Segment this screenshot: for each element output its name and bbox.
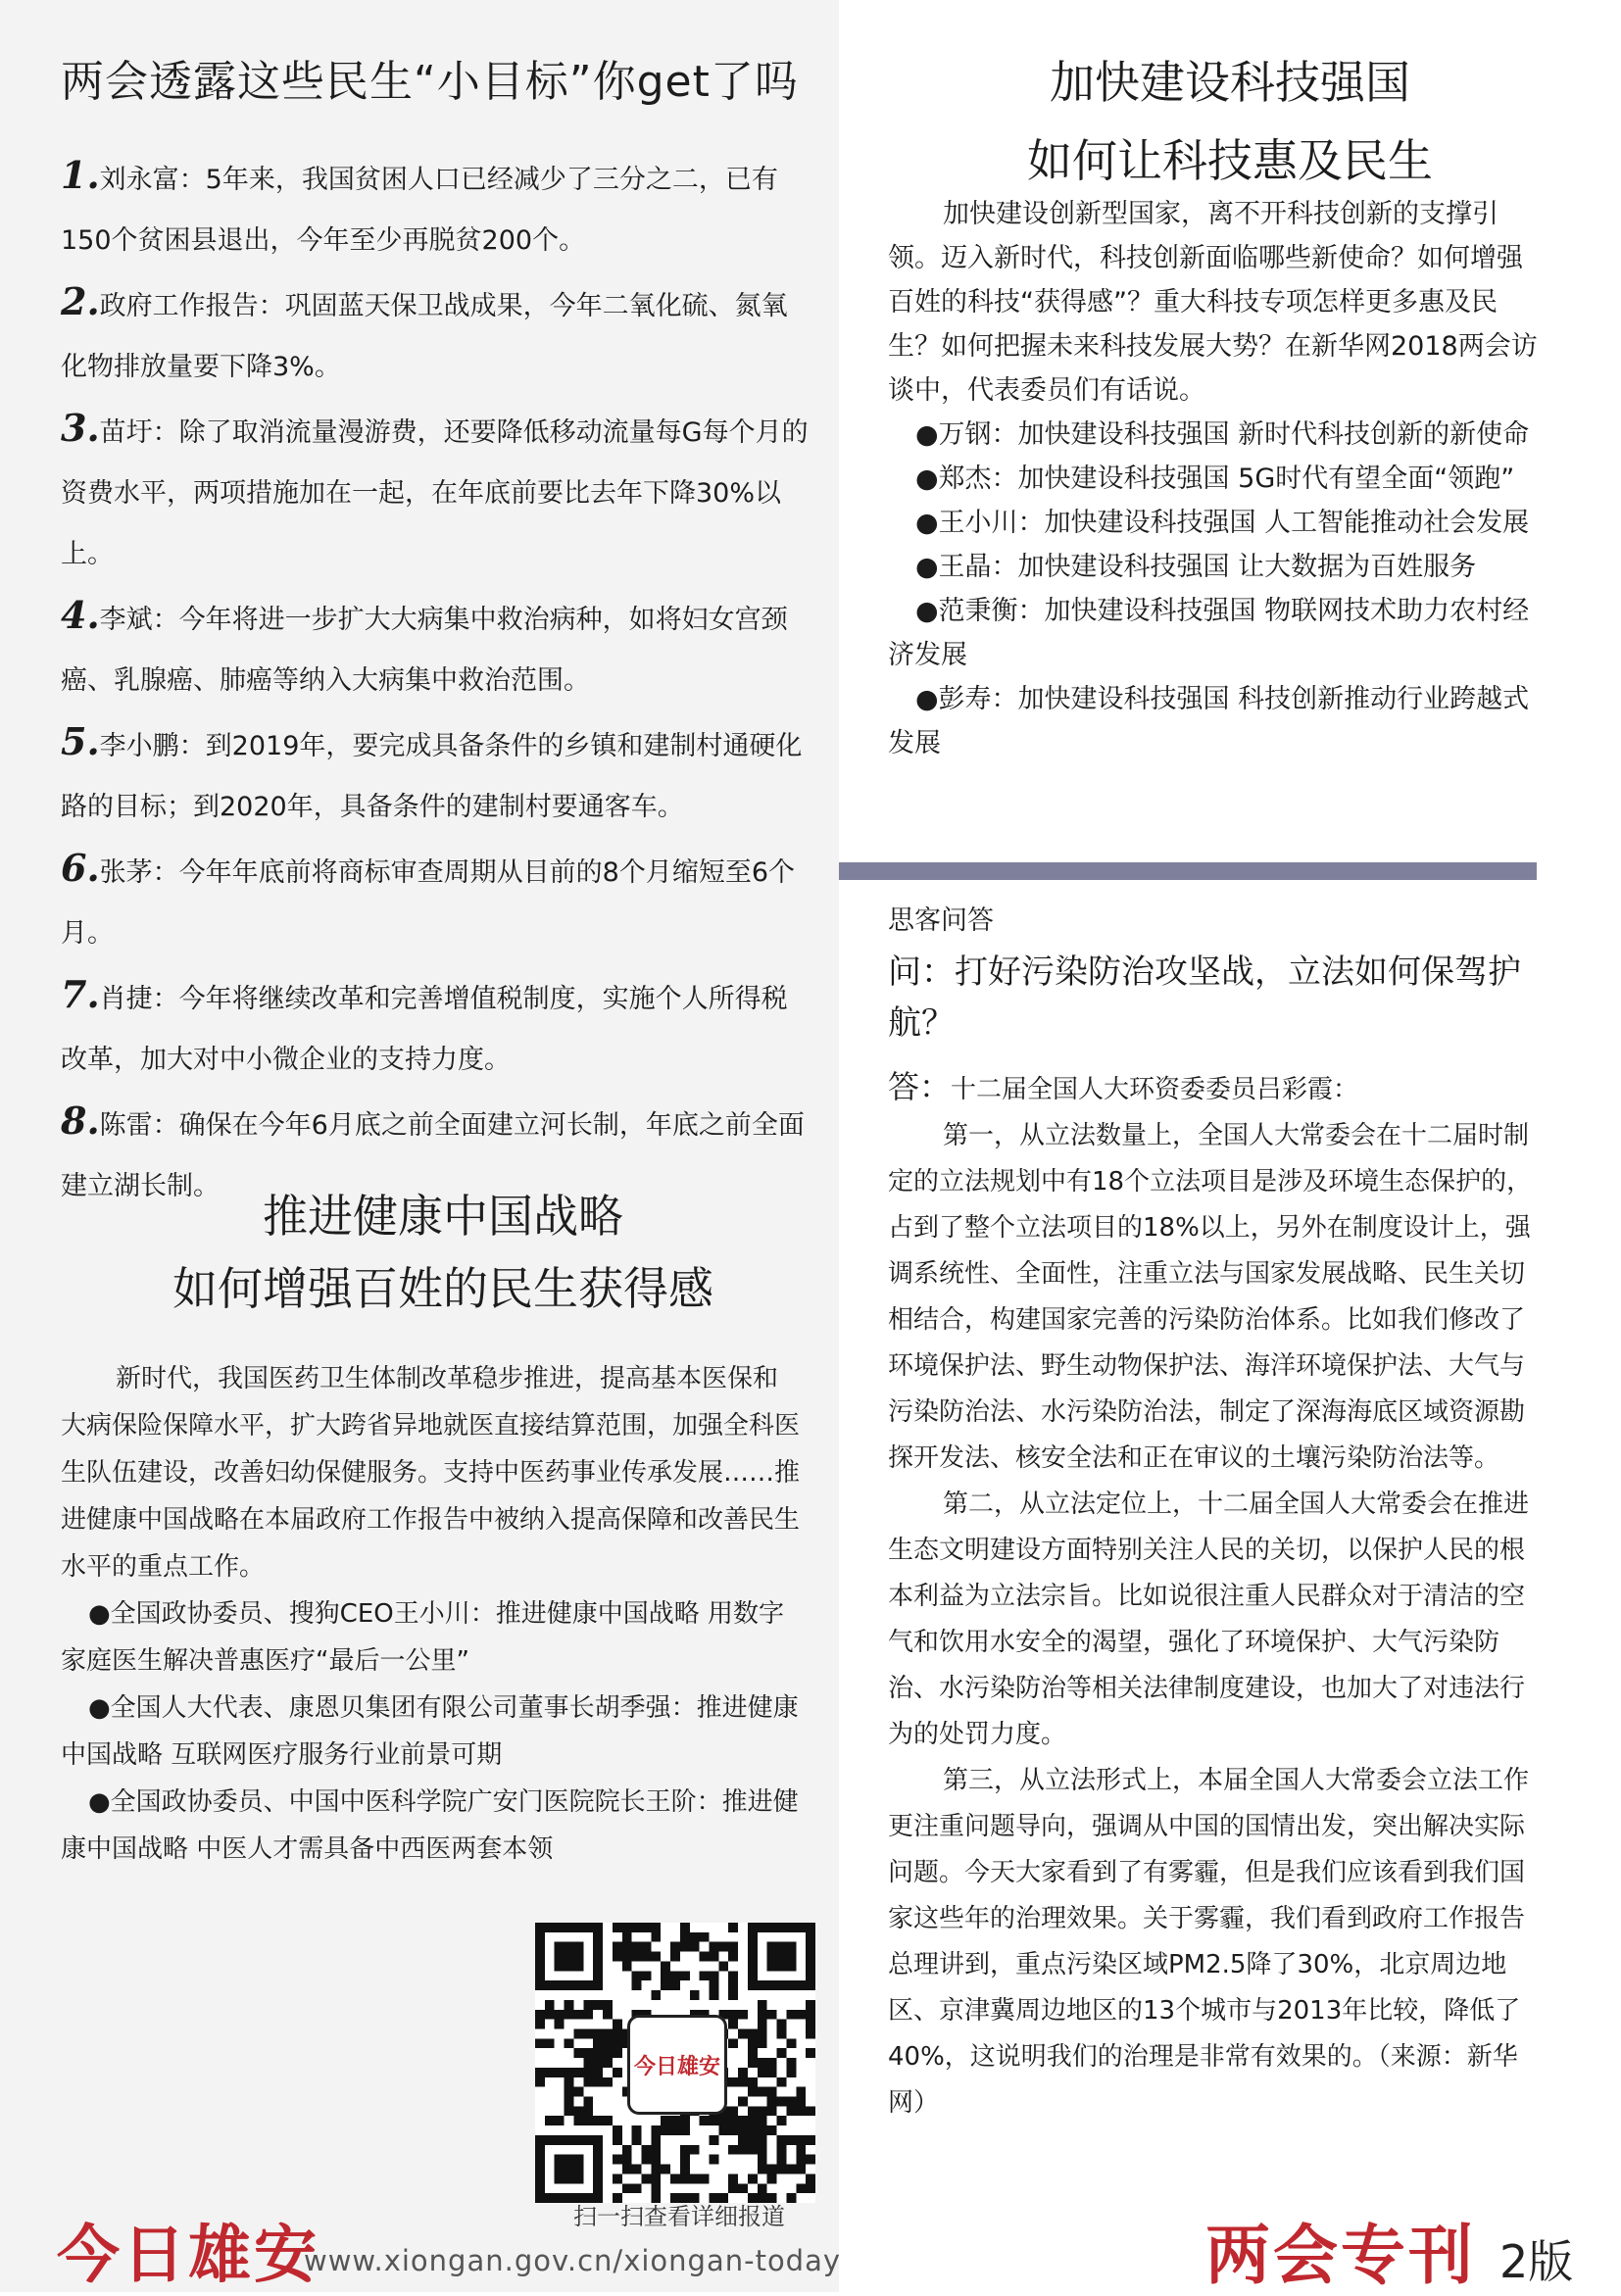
- tech-section-body: [888, 192, 1539, 765]
- goal-text: 陈雷：确保在今年6月底之前全面建立河长制，年底之前全面建立湖长制。: [61, 1110, 805, 1201]
- qa-answer: [888, 1064, 1539, 2126]
- goal-item: [61, 964, 813, 1091]
- tech-bullet: ●王晶：加快建设科技强国 让大数据为百姓服务: [915, 552, 1477, 582]
- health-bullet: ●全国政协委员、中国中医科学院广安门医院院长王阶：推进健康中国战略 中医人才需具备中西医两套本领: [61, 1787, 799, 1864]
- goal-text: 苗圩：除了取消流量漫游费，还要降低移动流量每G每个月的资费水平，两项措施加在一起，在年底前要比去年下降30%以上。: [61, 417, 809, 569]
- tech-bullet: ●万钢：加快建设科技强国 新时代科技创新的新使命: [915, 419, 1530, 450]
- section-divider: [839, 862, 1537, 880]
- goal-text: 肖捷：今年将继续改革和完善增值税制度，实施个人所得税改革，加大对中小微企业的支持力度。: [61, 984, 788, 1075]
- goal-item: [61, 585, 813, 711]
- brand-logo: 今日雄安: [57, 2219, 319, 2292]
- goal-text: 李小鹏：到2019年，要完成具备条件的乡镇和建制村通硬化路的目标；到2020年，具备条件的建制村要通客车。: [61, 731, 803, 822]
- goal-text: 政府工作报告：巩固蓝天保卫战成果，今年二氧化硫、氮氧化物排放量要下降3%。: [61, 291, 788, 382]
- qr-logo-text: 今日雄安: [633, 2053, 720, 2079]
- tech-section-title: [839, 43, 1621, 200]
- goal-number: 6.: [61, 846, 100, 890]
- health-section-title: [61, 1180, 825, 1325]
- qa-section-label: 思客问答: [888, 905, 994, 936]
- footer-url[interactable]: www.xiongan.gov.cn/xiongan-today: [304, 2244, 842, 2277]
- qa-answer-paragraph: 第一，从立法数量上，全国人大常委会在十二届时制定的立法规划中有18个立法项目是涉及环境生态保护的，占到了整个立法项目的18%以上，另外在制度设计上，强调系统性、全面性，注重立法与国家发展战略、民生关切相结合，构建国家完善的污染防治体系。比如我们修改了环境保护法、野生动物保护法、海洋环境保护法、大气与污染防治法、水污染防治法，制定了深海海底区域资源勘探开发法、核安全法和正在审议的土壤污染防治法等。: [888, 1121, 1533, 1473]
- tech-intro: 加快建设创新型国家，离不开科技创新的支撑引领。迈入新时代，科技创新面临哪些新使命？如何增强百姓的科技“获得感”？重大科技专项怎样更多惠及民生？如何把握未来科技发展大势？在新华网2018两会访谈中，代表委员们有话说。: [888, 199, 1538, 406]
- goal-text: 刘永富：5年来，我国贫困人口已经减少了三分之二，已有150个贫困县退出，今年至少再脱贫200个。: [61, 165, 778, 256]
- health-bullet: ●全国政协委员、搜狗CEO王小川：推进健康中国战略 用数字家庭医生解决普惠医疗“最后一公里”: [61, 1599, 784, 1676]
- qr-caption: 扫一扫查看详细报道: [573, 2203, 785, 2230]
- goal-text: 张茅：今年年底前将商标审查周期从目前的8个月缩短至6个月。: [61, 857, 796, 949]
- goals-headline: 两会透露这些民生“小目标”你get了吗: [61, 57, 799, 107]
- page-number: 2版: [1499, 2235, 1574, 2288]
- qa-question: 问：打好污染防治攻坚战，立法如何保驾护航？: [888, 953, 1521, 1043]
- goal-number: 7.: [61, 972, 100, 1016]
- goal-item: [61, 271, 813, 398]
- goal-item: [61, 711, 813, 838]
- health-intro: 新时代，我国医药卫生体制改革稳步推进，提高基本医保和大病保险保障水平，扩大跨省异地就医直接结算范围，加强全科医生队伍建设，改善妇幼保健服务。支持中医药事业传承发展……推进健康中国战略在本届政府工作报告中被纳入提高保障和改善民生水平的重点工作。: [61, 1364, 801, 1582]
- goal-number: 4.: [61, 593, 100, 637]
- tech-title-line2: 如何让科技惠及民生: [1027, 134, 1433, 187]
- health-section-body: [61, 1355, 802, 1873]
- health-title-line1: 推进健康中国战略: [263, 1190, 623, 1243]
- tech-bullet: ●彭寿：加快建设科技强国 科技创新推动行业跨越式发展: [888, 684, 1530, 758]
- tech-title-line1: 加快建设科技强国: [1050, 56, 1410, 109]
- tech-bullet: ●范秉衡：加快建设科技强国 物联网技术助力农村经济发展: [888, 596, 1530, 670]
- special-edition-label: 两会专刊: [1205, 2217, 1476, 2293]
- qa-answer-header: [888, 1064, 1539, 1113]
- answerer: 十二届全国人大环资委委员吕彩霞：: [951, 1075, 1359, 1104]
- tech-bullet: ●郑杰：加快建设科技强国 5G时代有望全面“领跑”: [915, 464, 1515, 494]
- goal-item: [61, 838, 813, 964]
- qa-answer-paragraph: 第三，从立法形式上，本届全国人大常委会立法工作更注重问题导向，强调从中国的国情出发，突出解决实际问题。今天大家看到了有雾霾，但是我们应该看到我们国家这些年的治理效果。关于雾霾，我们看到政府工作报告总理讲到，重点污染区域PM2.5降了30%，北京周边地区、京津冀周边地区的13个城市与2013年比较，降低了40%，这说明我们的治理是非常有效果的。（来源：新华网）: [888, 1766, 1530, 2118]
- tech-bullet: ●王小川：加快建设科技强国 人工智能推动社会发展: [915, 508, 1530, 538]
- goal-text: 李斌：今年将进一步扩大大病集中救治病种，如将妇女宫颈癌、乳腺癌、肺癌等纳入大病集中救治范围。: [61, 605, 788, 696]
- goal-number: 2.: [61, 279, 100, 323]
- goal-number: 1.: [61, 153, 100, 197]
- goal-number: 3.: [61, 406, 100, 450]
- answer-lead: 答：: [888, 1068, 952, 1105]
- goal-item: [61, 398, 813, 585]
- goals-list: [61, 145, 813, 1217]
- goal-number: 8.: [61, 1099, 100, 1143]
- health-bullet: ●全国人大代表、康恩贝集团有限公司董事长胡季强：推进健康中国战略 互联网医疗服务行业前景可期: [61, 1693, 799, 1770]
- qa-answer-paragraph: 第二，从立法定位上，十二届全国人大常委会在推进生态文明建设方面特别关注人民的关切，以保护人民的根本利益为立法宗旨。比如说很注重人民群众对于清洁的空气和饮用水安全的渴望，强化了环境保护、大气污染防治、水污染防治等相关法律制度建设，也加大了对违法行为的处罚力度。: [888, 1490, 1530, 1749]
- health-title-line2: 如何增强百姓的民生获得感: [172, 1262, 713, 1315]
- goal-number: 5.: [61, 719, 100, 763]
- qr-center-logo: [627, 2015, 727, 2115]
- goal-item: [61, 145, 813, 271]
